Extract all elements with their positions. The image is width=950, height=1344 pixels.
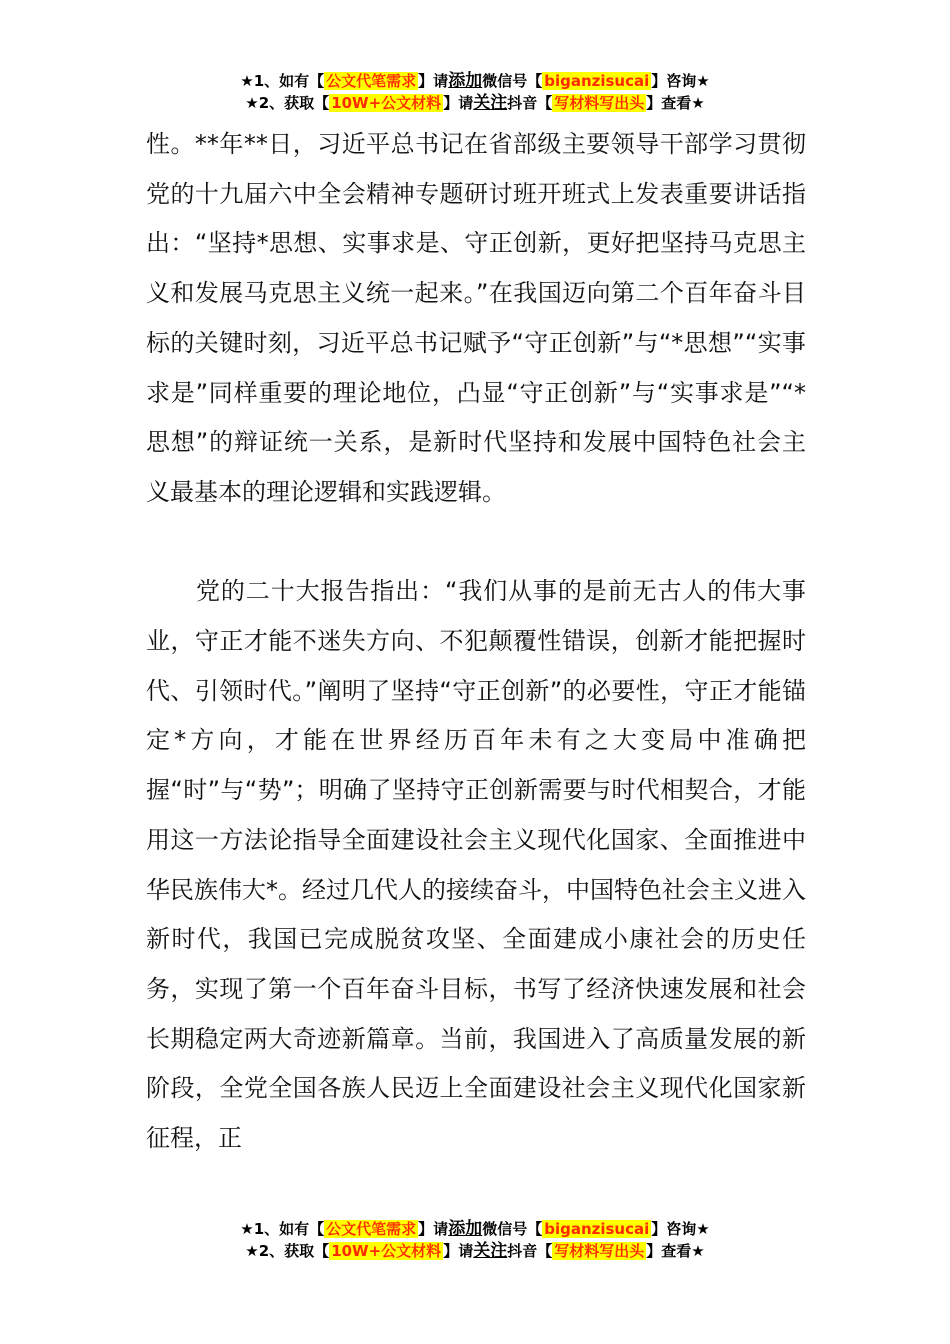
footer-banner bbox=[0, 1218, 950, 1262]
header-line-1 bbox=[0, 70, 950, 92]
header-line1-wechat-label: 微信号【 bbox=[482, 72, 543, 90]
header-line1-prefix: ★1、如有【 bbox=[240, 72, 325, 90]
header-line2-text: 】请 bbox=[443, 94, 474, 112]
header-line1-suffix: 】咨询★ bbox=[651, 72, 710, 90]
paragraph-1: 性。**年**日，习近平总书记在省部级主要领导干部学习贯彻党的十九届六中全会精神专题研讨班开班式上发表重要讲话指出：“坚持*思想、实事求是、守正创新，更好把坚持马克思主义和发展马克思主义统一起来。”在我国迈向第二个百年奋斗目标的关键时刻，习近平总书记赋予“守正创新”与“*思想”“实事求是”同样重要的理论地位，凸显“守正创新”与“实事求是”“*思想”的辩证统一关系，是新时代坚持和发展中国特色社会主义最基本的理论逻辑和实践逻辑。 bbox=[146, 130, 806, 506]
header-douyin-id-highlight: 写材料写出头 bbox=[554, 94, 645, 112]
header-wechat-id-highlight: biganzisucai bbox=[544, 72, 650, 90]
header-materials-highlight: 10W+公文材料 bbox=[331, 94, 442, 112]
footer-line1-prefix: ★1、如有【 bbox=[240, 1220, 325, 1238]
footer-line-2 bbox=[0, 1240, 950, 1262]
footer-line1-wechat-label: 微信号【 bbox=[482, 1220, 543, 1238]
footer-service-highlight: 公文代笔需求 bbox=[326, 1220, 417, 1238]
header-service-highlight: 公文代笔需求 bbox=[326, 72, 417, 90]
footer-line-1 bbox=[0, 1218, 950, 1240]
footer-wechat-id-highlight: biganzisucai bbox=[544, 1220, 650, 1238]
header-follow-underlined: 关注 bbox=[473, 93, 508, 113]
footer-line2-prefix: ★2、获取【 bbox=[245, 1242, 330, 1260]
footer-line2-suffix: 】查看★ bbox=[646, 1242, 705, 1260]
footer-materials-highlight: 10W+公文材料 bbox=[331, 1242, 442, 1260]
header-banner bbox=[0, 70, 950, 114]
footer-line1-suffix: 】咨询★ bbox=[651, 1220, 710, 1238]
header-line2-douyin-label: 抖音【 bbox=[507, 94, 553, 112]
header-line1-text: 】请 bbox=[418, 72, 449, 90]
footer-douyin-id-highlight: 写材料写出头 bbox=[554, 1242, 645, 1260]
footer-add-underlined: 添加 bbox=[448, 1219, 483, 1239]
header-add-underlined: 添加 bbox=[448, 71, 483, 91]
header-line2-prefix: ★2、获取【 bbox=[245, 94, 330, 112]
footer-follow-underlined: 关注 bbox=[473, 1241, 508, 1261]
footer-line2-text: 】请 bbox=[443, 1242, 474, 1260]
footer-line1-text: 】请 bbox=[418, 1220, 449, 1238]
document-body bbox=[146, 120, 806, 1164]
paragraph-2: 党的二十大报告指出：“我们从事的是前无古人的伟大事业，守正才能不迷失方向、不犯颠覆性错误，创新才能把握时代、引领时代。”阐明了坚持“守正创新”的必要性，守正才能锚定*方向，才能在世界经历百年未有之大变局中准确把握“时”与“势”；明确了坚持守正创新需要与时代相契合，才能用这一方法论指导全面建设社会主义现代化国家、全面推进中华民族伟大*。经过几代人的接续奋斗，中国特色社会主义进入新时代，我国已完成脱贫攻坚、全面建成小康社会的历史任务，实现了第一个百年奋斗目标，书写了经济快速发展和社会长期稳定两大奇迹新篇章。当前，我国进入了高质量发展的新阶段，全党全国各族人民迈上全面建设社会主义现代化国家新征程，正 bbox=[146, 577, 806, 1153]
header-line-2 bbox=[0, 92, 950, 114]
footer-line2-douyin-label: 抖音【 bbox=[507, 1242, 553, 1260]
header-line2-suffix: 】查看★ bbox=[646, 94, 705, 112]
